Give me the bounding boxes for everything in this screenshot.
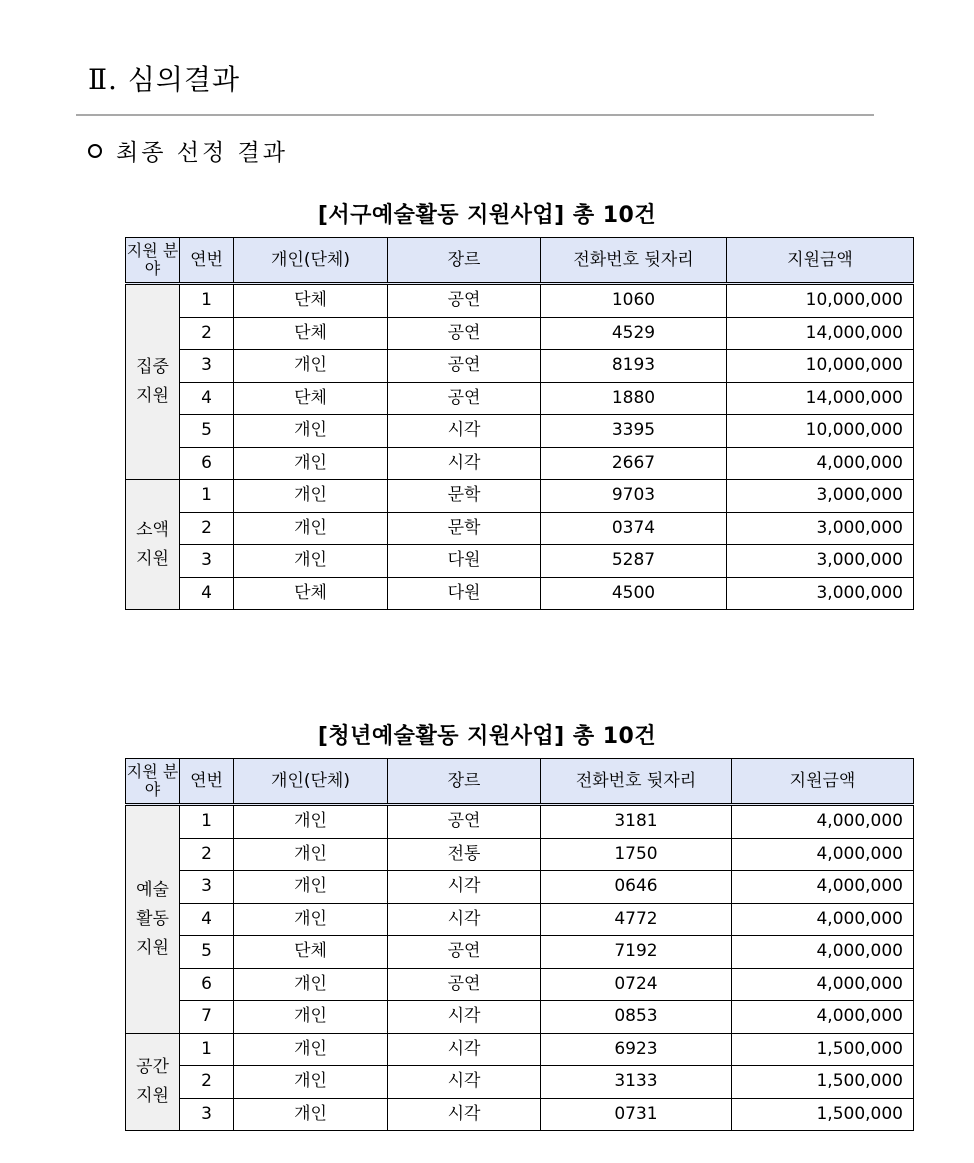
phone-suffix-cell: 0724 <box>541 968 732 1001</box>
applicant-type-cell: 개인 <box>234 350 388 383</box>
header-phone: 전화번호 뒷자리 <box>541 238 727 284</box>
results-table-seogu <box>125 237 914 610</box>
genre-cell: 공연 <box>388 317 541 350</box>
table-row <box>126 317 914 350</box>
applicant-type-cell: 단체 <box>234 936 388 969</box>
support-amount-cell: 14,000,000 <box>727 382 914 415</box>
genre-cell: 시각 <box>388 1001 541 1034</box>
genre-cell: 문학 <box>388 512 541 545</box>
phone-suffix-cell: 1750 <box>541 838 732 871</box>
header-type: 개인(단체) <box>234 759 388 805</box>
serial-number-cell: 6 <box>180 968 234 1001</box>
support-amount-cell: 4,000,000 <box>732 968 914 1001</box>
support-amount-cell: 10,000,000 <box>727 350 914 383</box>
serial-number-cell: 3 <box>180 350 234 383</box>
applicant-type-cell: 개인 <box>234 838 388 871</box>
support-amount-cell: 4,000,000 <box>732 903 914 936</box>
table-row <box>126 936 914 969</box>
support-amount-cell: 1,500,000 <box>732 1066 914 1099</box>
genre-cell: 다원 <box>388 577 541 610</box>
table-header-row <box>126 238 914 284</box>
genre-cell: 문학 <box>388 480 541 513</box>
support-amount-cell: 1,500,000 <box>732 1033 914 1066</box>
phone-suffix-cell: 0374 <box>541 512 727 545</box>
phone-suffix-cell: 7192 <box>541 936 732 969</box>
phone-suffix-cell: 2667 <box>541 447 727 480</box>
support-amount-cell: 10,000,000 <box>727 284 914 318</box>
header-number: 연번 <box>180 759 234 805</box>
phone-suffix-cell: 5287 <box>541 545 727 578</box>
phone-suffix-cell: 8193 <box>541 350 727 383</box>
header-number: 연번 <box>180 238 234 284</box>
section-title: Ⅱ. 심의결과 <box>88 63 241 96</box>
header-amount: 지원금액 <box>732 759 914 805</box>
genre-cell: 공연 <box>388 936 541 969</box>
table-row <box>126 382 914 415</box>
applicant-type-cell: 개인 <box>234 1098 388 1131</box>
serial-number-cell: 3 <box>180 871 234 904</box>
serial-number-cell: 1 <box>180 1033 234 1066</box>
serial-number-cell: 5 <box>180 936 234 969</box>
header-phone: 전화번호 뒷자리 <box>541 759 732 805</box>
applicant-type-cell: 개인 <box>234 512 388 545</box>
applicant-type-cell: 개인 <box>234 447 388 480</box>
applicant-type-cell: 개인 <box>234 1066 388 1099</box>
serial-number-cell: 5 <box>180 415 234 448</box>
support-amount-cell: 4,000,000 <box>732 936 914 969</box>
applicant-type-cell: 단체 <box>234 317 388 350</box>
applicant-type-cell: 개인 <box>234 480 388 513</box>
phone-suffix-cell: 0646 <box>541 871 732 904</box>
genre-cell: 시각 <box>388 1033 541 1066</box>
support-amount-cell: 4,000,000 <box>732 805 914 839</box>
applicant-type-cell: 개인 <box>234 1033 388 1066</box>
support-category-cell: 집중 지원 <box>126 284 180 480</box>
serial-number-cell: 3 <box>180 545 234 578</box>
table-row <box>126 284 914 318</box>
table-row <box>126 968 914 1001</box>
phone-suffix-cell: 1880 <box>541 382 727 415</box>
table-row <box>126 512 914 545</box>
phone-suffix-cell: 3133 <box>541 1066 732 1099</box>
applicant-type-cell: 개인 <box>234 545 388 578</box>
genre-cell: 공연 <box>388 350 541 383</box>
circle-bullet-icon <box>88 144 102 158</box>
applicant-type-cell: 개인 <box>234 1001 388 1034</box>
genre-cell: 시각 <box>388 1098 541 1131</box>
subtitle-row <box>88 134 288 167</box>
table-row <box>126 545 914 578</box>
genre-cell: 시각 <box>388 871 541 904</box>
table-row <box>126 415 914 448</box>
header-category: 지원 분야 <box>126 759 180 805</box>
serial-number-cell: 3 <box>180 1098 234 1131</box>
table-row <box>126 1001 914 1034</box>
table-row <box>126 903 914 936</box>
serial-number-cell: 2 <box>180 1066 234 1099</box>
genre-cell: 공연 <box>388 382 541 415</box>
table-row <box>126 577 914 610</box>
applicant-type-cell: 단체 <box>234 284 388 318</box>
phone-suffix-cell: 9703 <box>541 480 727 513</box>
phone-suffix-cell: 3395 <box>541 415 727 448</box>
table-header-row <box>126 759 914 805</box>
phone-suffix-cell: 4500 <box>541 577 727 610</box>
serial-number-cell: 6 <box>180 447 234 480</box>
serial-number-cell: 4 <box>180 382 234 415</box>
support-amount-cell: 14,000,000 <box>727 317 914 350</box>
header-type: 개인(단체) <box>234 238 388 284</box>
table-row <box>126 480 914 513</box>
genre-cell: 전통 <box>388 838 541 871</box>
support-amount-cell: 4,000,000 <box>727 447 914 480</box>
table-row <box>126 350 914 383</box>
support-amount-cell: 3,000,000 <box>727 480 914 513</box>
table-title-youth: [청년예술활동 지원사업] 총 10건 <box>317 724 657 749</box>
applicant-type-cell: 단체 <box>234 577 388 610</box>
serial-number-cell: 2 <box>180 512 234 545</box>
support-amount-cell: 4,000,000 <box>732 871 914 904</box>
applicant-type-cell: 개인 <box>234 871 388 904</box>
table-title-seogu: [서구예술활동 지원사업] 총 10건 <box>317 203 657 228</box>
support-amount-cell: 4,000,000 <box>732 1001 914 1034</box>
support-category-cell: 예술 활동 지원 <box>126 805 180 1034</box>
phone-suffix-cell: 4529 <box>541 317 727 350</box>
genre-cell: 시각 <box>388 415 541 448</box>
table-row <box>126 838 914 871</box>
phone-suffix-cell: 6923 <box>541 1033 732 1066</box>
header-genre: 장르 <box>388 759 541 805</box>
support-category-cell: 공간 지원 <box>126 1033 180 1131</box>
table-row <box>126 1066 914 1099</box>
support-amount-cell: 3,000,000 <box>727 512 914 545</box>
table-row <box>126 1098 914 1131</box>
serial-number-cell: 2 <box>180 317 234 350</box>
applicant-type-cell: 개인 <box>234 903 388 936</box>
support-amount-cell: 1,500,000 <box>732 1098 914 1131</box>
serial-number-cell: 1 <box>180 480 234 513</box>
support-amount-cell: 3,000,000 <box>727 577 914 610</box>
genre-cell: 다원 <box>388 545 541 578</box>
header-genre: 장르 <box>388 238 541 284</box>
applicant-type-cell: 개인 <box>234 415 388 448</box>
applicant-type-cell: 단체 <box>234 382 388 415</box>
header-category: 지원 분야 <box>126 238 180 284</box>
support-category-cell: 소액 지원 <box>126 480 180 610</box>
support-amount-cell: 4,000,000 <box>732 838 914 871</box>
phone-suffix-cell: 4772 <box>541 903 732 936</box>
serial-number-cell: 4 <box>180 903 234 936</box>
serial-number-cell: 7 <box>180 1001 234 1034</box>
support-amount-cell: 3,000,000 <box>727 545 914 578</box>
phone-suffix-cell: 0731 <box>541 1098 732 1131</box>
applicant-type-cell: 개인 <box>234 968 388 1001</box>
genre-cell: 시각 <box>388 1066 541 1099</box>
section-subtitle: 최종 선정 결과 <box>116 140 288 166</box>
title-divider <box>76 114 874 116</box>
genre-cell: 시각 <box>388 903 541 936</box>
support-amount-cell: 10,000,000 <box>727 415 914 448</box>
table-row <box>126 871 914 904</box>
phone-suffix-cell: 1060 <box>541 284 727 318</box>
genre-cell: 시각 <box>388 447 541 480</box>
applicant-type-cell: 개인 <box>234 805 388 839</box>
header-amount: 지원금액 <box>727 238 914 284</box>
table-row <box>126 1033 914 1066</box>
serial-number-cell: 4 <box>180 577 234 610</box>
table-row <box>126 805 914 839</box>
genre-cell: 공연 <box>388 284 541 318</box>
phone-suffix-cell: 0853 <box>541 1001 732 1034</box>
serial-number-cell: 1 <box>180 284 234 318</box>
table-row <box>126 447 914 480</box>
results-table-youth <box>125 758 914 1131</box>
phone-suffix-cell: 3181 <box>541 805 732 839</box>
genre-cell: 공연 <box>388 805 541 839</box>
genre-cell: 공연 <box>388 968 541 1001</box>
serial-number-cell: 1 <box>180 805 234 839</box>
serial-number-cell: 2 <box>180 838 234 871</box>
